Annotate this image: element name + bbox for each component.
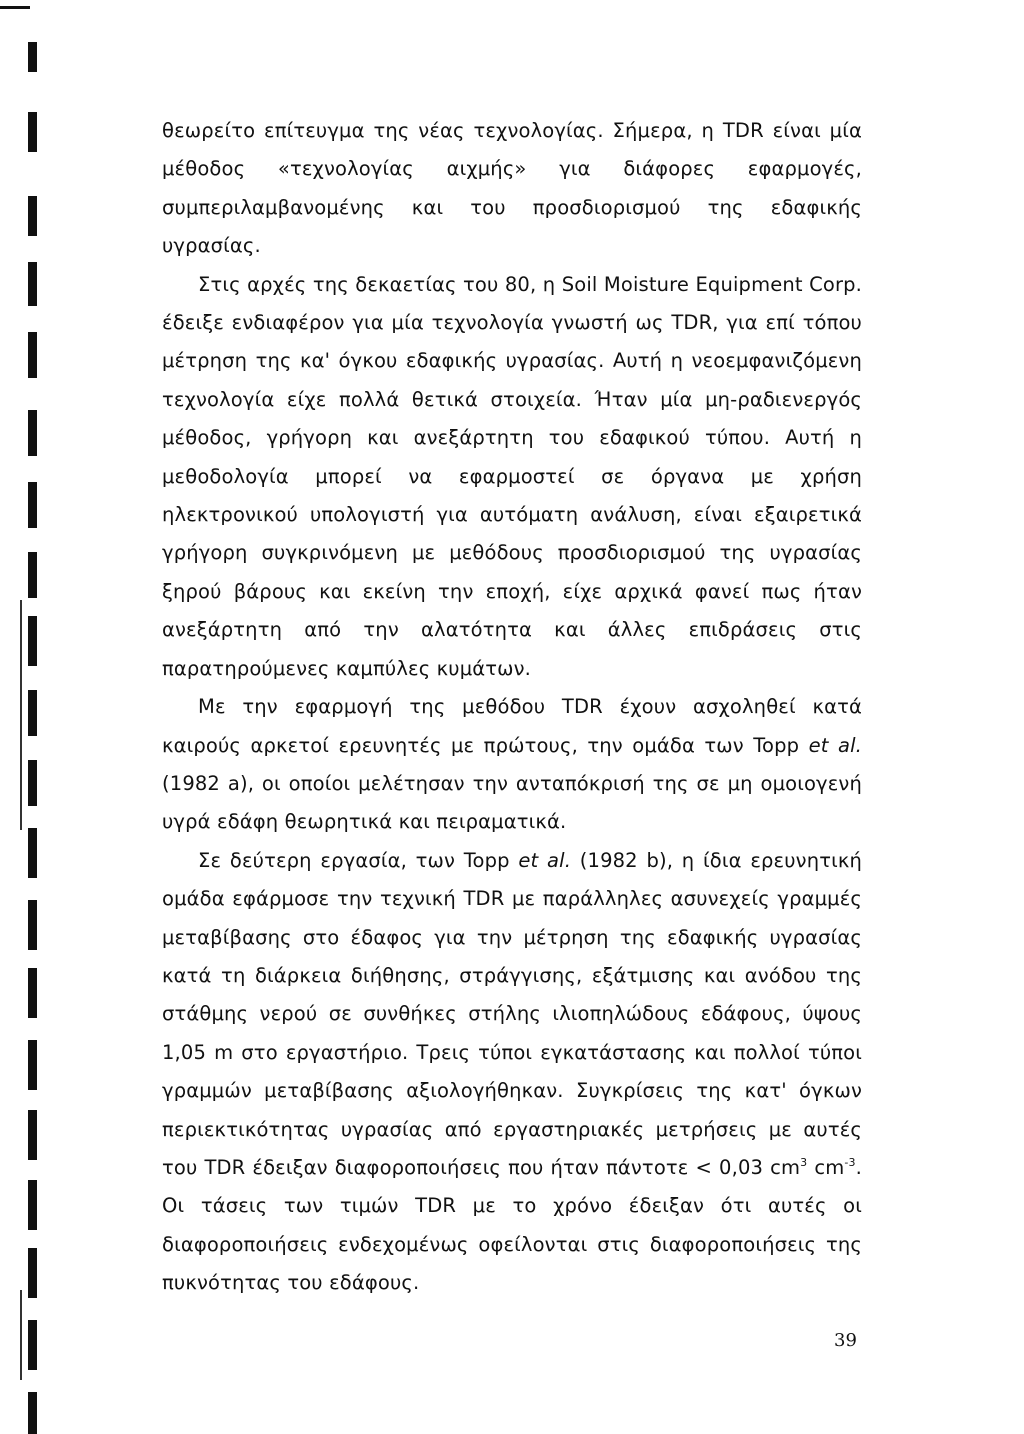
- paragraph-3-text-a: Με την εφαρμογή της μεθόδου TDR έχουν ασχοληθεί κατά καιρούς αρκετοί ερευνητές με πρώτους, την ομάδα των Topp: [162, 695, 862, 757]
- paragraph-3-text-b: (1982 a), οι οποίοι μελέτησαν την ανταπόκρισή της σε μη ομοιογενή υγρά εδάφη θεωρητικά και πειραματικά.: [162, 771, 862, 834]
- et-al-1: et al.: [808, 733, 862, 757]
- paragraph-4-text-b: (1982 b), η ίδια ερευνητική ομάδα εφάρμοσε την τεχνική TDR με παράλληλες ασυνεχείς γραμμές μεταβίβασης στο έδαφος για την μέτρηση της εδαφικής υγρασίας κατά τη διάρκεια διήθησης, στράγγισης, εξάτμισης και ανόδου της στάθμης νερού σε συνθήκες στήλης ιλιοπηλώδους εδάφους, ύψους 1,05 m στο εργαστήριο. Τρεις τύποι εγκατάστασης και πολλοί τύποι γραμμών μεταβίβασης αξιολογήθηκαν. Συγκρίσεις της κατ' όγκων περιεκτικότητας υγρασίας από εργαστηριακές μετρήσεις με αυτές του TDR έδειξαν διαφοροποιήσεις που ήταν πάντοτε < 0,03 cm: [162, 848, 862, 1179]
- paragraph-1: θεωρείτο επίτευγμα της νέας τεχνολογίας. Σήμερα, η TDR είναι μία μέθοδος «τεχνολογίας αιχμής» για διάφορες εφαρμογές, συμπεριλαμβανομένης και του προσδιορισμού της εδαφικής υγρασίας.: [162, 119, 862, 258]
- paragraph-4-text-c: cm: [807, 1155, 845, 1179]
- paragraph-4-text-a: Σε δεύτερη εργασία, των Topp: [198, 848, 519, 872]
- body-text: [162, 112, 862, 1303]
- paragraph-2: Στις αρχές της δεκαετίας του 80, η Soil Moisture Equipment Corp. έδειξε ενδιαφέρον για μία τεχνολογία γνωστή ως TDR, για επί τόπου μέτρηση της κα' όγκου εδαφικής υγρασίας. Αυτή η νεοεμφανιζόμενη τεχνολογία είχε πολλά θετικά στοιχεία. Ήταν μία μη-ραδιενεργός μέθοδος, γρήγορη και ανεξάρτητη του εδαφικού τύπου. Αυτή η μεθοδολογία μπορεί να εφαρμοστεί σε όργανα με χρήση ηλεκτρονικού υπολογιστή για αυτόματη ανάλυση, είναι εξαιρετικά γρήγορη συγκρινόμενη με μεθόδους προσδιορισμού της υγρασίας ξηρού βάρους και εκείνη την εποχή, είχε αρχικά φανεί πως ήταν ανεξάρτητη από την αλατότητα και άλλες επιδράσεις στις παρατηρούμενες καμπύλες κυμάτων.: [162, 272, 862, 680]
- scan-binding-edge: [0, 0, 44, 1434]
- paragraph-4: [162, 842, 862, 1303]
- et-al-2: et al.: [518, 848, 572, 872]
- paragraph-4-text-d: . Οι τάσεις των τιμών TDR με το χρόνο έδειξαν ότι αυτές οι διαφοροποιήσεις ενδεχομένως οφείλονται στις διαφοροποιήσεις της πυκνότητας του εδάφους.: [162, 1155, 862, 1295]
- superscript-minus-3: -3: [844, 1155, 856, 1169]
- page-number: 39: [834, 1330, 857, 1351]
- superscript-3: 3: [800, 1155, 808, 1169]
- paragraph-3: [162, 688, 862, 842]
